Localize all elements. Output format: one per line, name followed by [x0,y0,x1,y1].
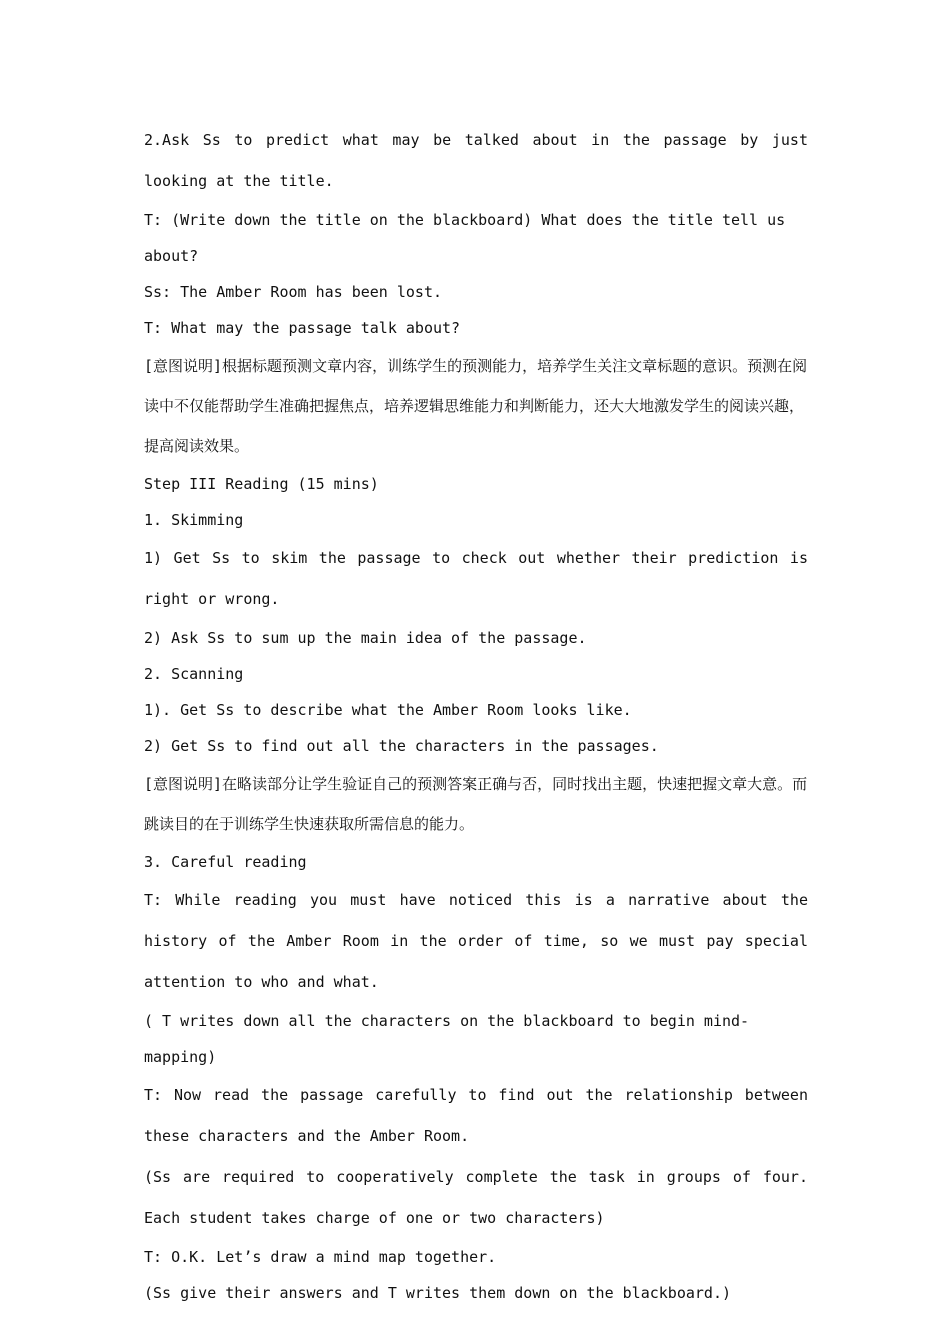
section-heading-reading: Step III Reading (15 mins) [144,475,379,493]
paragraph-describe-room: 1). Get Ss to describe what the Amber Room looks like. [144,701,632,719]
paragraph-teacher-question: T: What may the passage talk about? [144,319,461,337]
paragraph-mind-mapping: ( T writes down all the characters on the blackboard to begin mind-mapping) [144,1012,750,1066]
paragraph-main-idea: 2) Ask Ss to sum up the main idea of the passage. [144,629,587,647]
paragraph-relationship: T: Now read the passage carefully to find out the relationship between these characters and the Amber Room. [144,1086,808,1145]
paragraph-predict-title: 2.Ask Ss to predict what may be talked about in the passage by just looking at the title. [144,131,808,190]
paragraph-students-answer: Ss: The Amber Room has been lost. [144,283,443,301]
paragraph-intent-note-2: [意图说明]在略读部分让学生验证自己的预测答案正确与否，同时找出主题，快速把握文章大意。而跳读目的在于训练学生快速获取所需信息的能力。 [144,775,808,833]
subheading-skimming: 1. Skimming [144,511,244,529]
paragraph-draw-map: T: O.K. Let’s draw a mind map together. [144,1248,497,1266]
paragraph-teacher-write-title: T: (Write down the title on the blackboard) What does the title tell us about? [144,211,786,265]
paragraph-group-task: (Ss are required to cooperatively complete the task in groups of four. Each student takes charge of one or two characters) [144,1168,808,1227]
paragraph-find-characters: 2) Get Ss to find out all the characters in the passages. [144,737,659,755]
paragraph-intent-note-1: [意图说明]根据标题预测文章内容，训练学生的预测能力，培养学生关注文章标题的意识。预测在阅读中不仅能帮助学生准确把握焦点，培养逻辑思维能力和判断能力，还大大地激发学生的阅读兴趣，提高阅读效果。 [144,357,808,455]
paragraph-skim-check: 1) Get Ss to skim the passage to check out whether their prediction is right or wrong. [144,549,808,608]
document-page [144,120,808,1311]
subheading-careful-reading: 3. Careful reading [144,853,307,871]
paragraph-narrative-note: T: While reading you must have noticed this is a narrative about the history of the Amber Room in the order of time, so we must pay special attention to who and what. [144,891,808,991]
subheading-scanning: 2. Scanning [144,665,244,683]
paragraph-answers-blackboard: (Ss give their answers and T writes them down on the blackboard.) [144,1284,731,1302]
